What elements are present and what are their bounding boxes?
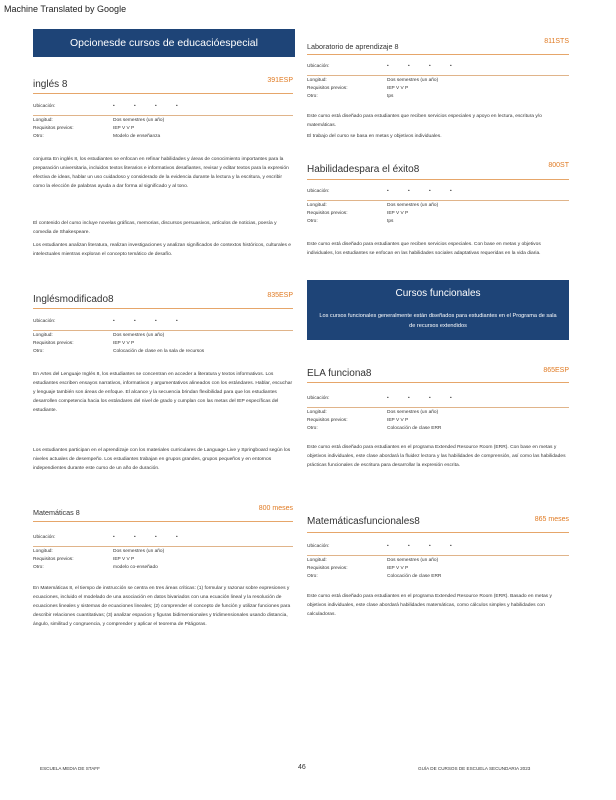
course-description: Este curso está diseñado para estudiantes en el programa Extended Resource Room (ERR). Con base en metas y objetivos individuales, este clase abordará la fluidez lectora y las habilidades de comprensión, así como las habilidades prácticas funcionales de escritura para desarrollar la expresión escrita. (307, 445, 566, 468)
longitud-value: Dos semestres (un año) (113, 333, 165, 338)
course-matematicas-8 (33, 505, 293, 665)
otro-value: tps (387, 219, 394, 224)
longitud-value: Dos semestres (un año) (387, 558, 439, 563)
course-code: 865 meses (534, 516, 569, 523)
label-otro: Otro: (307, 426, 318, 431)
section-divider (307, 54, 569, 55)
requisitos-value: IEP V V P (387, 211, 409, 216)
label-requisitos: Requisitos previos: (307, 86, 348, 91)
section-divider (33, 308, 293, 309)
label-otro: Otro: (307, 94, 318, 99)
section-divider (33, 93, 293, 94)
course-info (307, 396, 569, 434)
course-matematicas-funcionales-8 (307, 512, 569, 627)
footer-right: GUÍA DE CURSOS DE ESCUELA SECUNDARIA 2023 (418, 766, 531, 771)
longitud-value: Dos semestres (un año) (113, 118, 165, 123)
ubicacion-value: • • • • (387, 544, 461, 549)
longitud-value: Dos semestres (un año) (113, 549, 165, 554)
label-longitud: Longitud: (307, 78, 327, 83)
info-divider (307, 407, 569, 408)
course-description: El trabajo del curso se basa en metas y objetivos individuales. (307, 134, 442, 139)
course-description: Este curso está diseñado para estudiantes en el programa Extended Resource Room (ERR). Basado en metas y objetivos individuales, este clase abordará habilidades matemáticas, como cálculos simples y habilidades con calculadoras. (307, 594, 552, 617)
footer-left: ESCUELA MEDIA DE STAFF (40, 766, 100, 771)
label-ubicacion: Ubicación: (307, 544, 330, 549)
label-requisitos: Requisitos previos: (307, 211, 348, 216)
longitud-value: Dos semestres (un año) (387, 410, 439, 415)
ubicacion-value: • • • • (113, 319, 187, 324)
info-divider (33, 115, 293, 116)
label-longitud: Longitud: (307, 203, 327, 208)
course-laboratorio-8 (307, 36, 569, 156)
course-code: 811STS (544, 38, 569, 45)
label-ubicacion: Ubicación: (33, 104, 56, 109)
ubicacion-value: • • • • (387, 189, 461, 194)
longitud-value: Dos semestres (un año) (387, 203, 439, 208)
info-divider (307, 75, 569, 76)
label-longitud: Longitud: (33, 118, 53, 123)
otro-value: Colocación de clase ERR (387, 426, 442, 431)
otro-value: Colocación de clase ERR (387, 574, 442, 579)
requisitos-value: IEP V V P (113, 341, 135, 346)
main-section-banner (33, 29, 295, 57)
otro-value: modelo co-enseñado (113, 565, 158, 570)
course-code: 865ESP (543, 367, 569, 374)
course-description: Los estudiantes analizan literatura, realizan investigaciones y analizan significados de contextos históricos, culturales e intelectuales mientras exploran el concepto temático de desafío. (33, 243, 291, 257)
ubicacion-value: • • • • (387, 396, 461, 401)
label-otro: Otro: (307, 219, 318, 224)
course-title: Inglésmodificado8 (33, 294, 114, 305)
course-description: En Artes del Lenguaje Inglés 8, los estudiantes se concentran en acceder a literatura y textos informativos. Los estudiantes escriben ensayos narrativos, informativos y argumentativos alineados con los estándares. Hablar, escuchar y lenguaje también son áreas de enfoque. El alcance y la secuencia brindan flexibilidad para que los estudiantes desarrollen competencia hacia los estándares del nivel de grado y cumplan con las metas del IEP específicas del estudiante. (33, 372, 293, 413)
course-code: 800 meses (258, 505, 293, 512)
otro-value: Colocación de clase en la sala de recursos (113, 349, 205, 354)
course-code: 800ST (548, 162, 569, 169)
label-otro: Otro: (307, 574, 318, 579)
course-info (33, 535, 293, 573)
course-title: Matemáticas 8 (33, 508, 80, 517)
label-otro: Otro: (33, 134, 44, 139)
label-longitud: Longitud: (307, 410, 327, 415)
course-info (33, 104, 293, 142)
label-requisitos: Requisitos previos: (33, 126, 74, 131)
course-info (307, 189, 569, 227)
course-description: Este curso está diseñado para estudiantes que reciben servicios especiales y apoyo en lectura, escritura y/o matemáticas. (307, 114, 542, 128)
ubicacion-value: • • • • (113, 535, 187, 540)
label-requisitos: Requisitos previos: (307, 566, 348, 571)
course-code: 391ESP (267, 77, 293, 84)
course-info (307, 64, 569, 102)
course-description: conjunta En inglés 8, los estudiantes se enfocan en refinar habilidades y áreas de conocimiento importantes para la preparación universitaria, incluidos textos literarios e informativos desafiantes, revisar y editar textos para la expresión efectiva de ideas, hablar un uso cuidadoso y considerado de la evidencia durante la lectura y la escritura, y escribir como la elección de palabras ayuda a dar forma al significado y al tono. (33, 157, 289, 189)
otro-value: tps (387, 94, 394, 99)
info-divider (33, 330, 293, 331)
course-title: Laboratorio de aprendizaje 8 (307, 42, 399, 51)
course-ingles-8 (33, 75, 293, 275)
longitud-value: Dos semestres (un año) (387, 78, 439, 83)
label-ubicacion: Ubicación: (33, 319, 56, 324)
page-number: 46 (298, 764, 306, 771)
course-code: 835ESP (267, 292, 293, 299)
course-description: Los estudiantes participan en el aprendizaje con los materiales curriculares de Language Live y Springboard según los niveles actuales de desempeño. Los estudiantes trabajan en grupos grandes, grupos pequeños y en entornos independientes durante este curso de un año de duración. (33, 448, 291, 471)
course-description: Este curso está diseñado para estudiantes que reciben servicios especiales. Con base en metas y objetivos individuales, los estudiantes se enfocan en las habilidades sociales adaptativas requeridas en la vida diaria. (307, 242, 541, 256)
machine-translation-banner: Machine Translated by Google (4, 4, 127, 14)
ubicacion-value: • • • • (387, 64, 461, 69)
label-requisitos: Requisitos previos: (33, 341, 74, 346)
course-title: Matemáticasfuncionales8 (307, 516, 420, 527)
section-divider (307, 532, 569, 533)
course-habilidades-exito-8 (307, 160, 569, 275)
requisitos-value: IEP V V P (387, 418, 409, 423)
requisitos-value: IEP V V P (113, 126, 135, 131)
label-otro: Otro: (33, 565, 44, 570)
label-ubicacion: Ubicación: (307, 189, 330, 194)
section-divider (307, 382, 569, 383)
functional-courses-banner (307, 280, 569, 340)
functional-courses-title: Cursos funcionales (395, 288, 481, 299)
label-ubicacion: Ubicación: (307, 64, 330, 69)
course-description: El contenido del curso incluye novelas gráficas, memorias, discursos persuasivos, artículos de noticias, poesía y comedia de Shakespeare. (33, 221, 277, 235)
main-section-title: Opcionesde cursos de educacióespecial (70, 37, 258, 49)
ubicacion-value: • • • • (113, 104, 187, 109)
info-divider (307, 555, 569, 556)
info-divider (33, 546, 293, 547)
label-longitud: Longitud: (33, 333, 53, 338)
course-info (307, 544, 569, 582)
requisitos-value: IEP V V P (387, 566, 409, 571)
label-requisitos: Requisitos previos: (307, 418, 348, 423)
section-divider (307, 179, 569, 180)
course-description: En Matemáticas 8, el tiempo de instrucción se centra en tres áreas críticas: (1) formular y razonar sobre expresiones y ecuaciones, incluido el modelado de una asociación en datos bivariados con una ecuación lineal y la resolución de ecuaciones lineales y sistemas de ecuaciones lineales; (2) comprender el concepto de función y utilizar funciones para describir relaciones cuantitativas; (3) analizar espacios y figuras bidimensionales y tridimensionales usando distancia, ángulo, similitud y congruencia, y comprender y aplicar el teorema de Pitágoras. (33, 586, 291, 627)
label-otro: Otro: (33, 349, 44, 354)
label-requisitos: Requisitos previos: (33, 557, 74, 562)
info-divider (307, 200, 569, 201)
course-ingles-modificado-8 (33, 290, 293, 490)
course-title: inglés 8 (33, 79, 68, 90)
label-ubicacion: Ubicación: (33, 535, 56, 540)
functional-courses-subtitle: Los cursos funcionales generalmente están diseñados para estudiantes en el Programa de sala de recursos extendidos (319, 313, 557, 329)
course-ela-funcional-8 (307, 365, 569, 495)
course-info (33, 319, 293, 357)
course-title: Habilidadespara el éxito8 (307, 164, 420, 175)
requisitos-value: IEP V V P (113, 557, 135, 562)
label-longitud: Longitud: (307, 558, 327, 563)
label-longitud: Longitud: (33, 549, 53, 554)
otro-value: Modelo de enseñanza (113, 134, 161, 139)
course-title: ELA funciona8 (307, 368, 372, 379)
section-divider (33, 521, 293, 522)
label-ubicacion: Ubicación: (307, 396, 330, 401)
requisitos-value: IEP V V P (387, 86, 409, 91)
